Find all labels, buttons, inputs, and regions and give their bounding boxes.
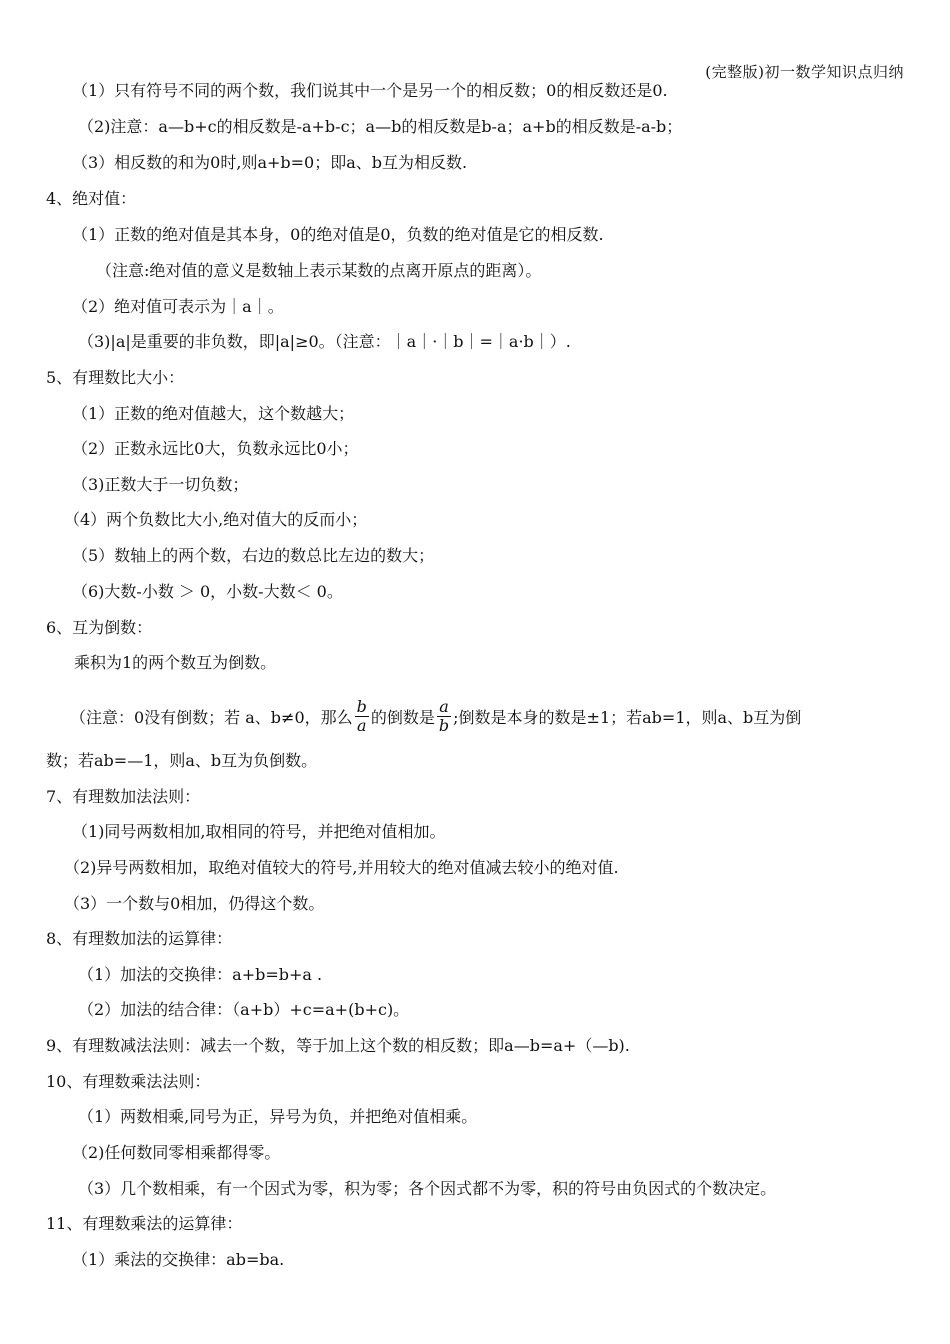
section-heading: 10、有理数乘法法则：	[46, 1072, 211, 1091]
text-line: （1）两数相乘,同号为正，异号为负，并把绝对值相乘。	[78, 1107, 478, 1126]
text-line: （2)注意：a—b+c的相反数是-a+b-c；a—b的相反数是b-a；a+b的相反数是-a-b；	[78, 117, 683, 136]
text-line: （2)任何数同零相乘都得零。	[72, 1143, 281, 1162]
text-line: （4）两个负数比大小,绝对值大的反而小；	[64, 510, 368, 529]
note-text: ;倒数是本身的数是±1；若ab=1，则a、b互为倒	[453, 708, 802, 727]
text-line: （1）正数的绝对值是其本身，0的绝对值是0，负数的绝对值是它的相反数.	[72, 225, 604, 244]
note-text: （注意：0没有倒数；若 a、b≠0，那么	[70, 708, 353, 727]
text-line: （注意:绝对值的意义是数轴上表示某数的点离开原点的距离）。	[96, 261, 542, 280]
text-line: （1）乘法的交换律：ab=ba.	[72, 1250, 285, 1269]
section-heading: 8、有理数加法的运算律：	[46, 929, 233, 948]
section-heading: 4、绝对值：	[46, 189, 137, 208]
text-line: 数；若ab=—1，则a、b互为负倒数。	[46, 751, 318, 770]
text-line: （1）正数的绝对值越大，这个数越大；	[72, 404, 355, 423]
text-line: （2）绝对值可表示为｜a｜。	[72, 297, 284, 316]
text-line: （6)大数-小数 ＞ 0，小数-大数＜ 0。	[72, 582, 343, 601]
fraction-denominator: b	[438, 716, 450, 735]
text-line: （2）正数永远比0大，负数永远比0小；	[72, 439, 359, 458]
reciprocal-note	[70, 697, 802, 737]
text-line: （2）加法的结合律：（a+b）+c=a+(b+c)。	[78, 1000, 410, 1019]
text-line: （5）数轴上的两个数，右边的数总比左边的数大；	[72, 546, 435, 565]
section-heading: 5、有理数比大小：	[46, 368, 185, 387]
text-line: （3）几个数相乘，有一个因式为零，积为零；各个因式都不为零，积的符号由负因式的个数决定。	[78, 1179, 777, 1198]
text-line: （1）只有符号不同的两个数，我们说其中一个是另一个的相反数；0的相反数还是0.	[72, 81, 668, 100]
fraction-a-over-b	[437, 698, 451, 735]
page-header: (完整版)初一数学知识点归纳	[705, 63, 904, 81]
text-line: （3)正数大于一切负数；	[72, 475, 249, 494]
text-line: （1)同号两数相加,取相同的符号，并把绝对值相加。	[72, 822, 446, 841]
section-heading: 7、有理数加法法则：	[46, 787, 201, 806]
fraction-numerator: b	[356, 697, 367, 716]
fraction-numerator: a	[439, 697, 449, 716]
text-line: （3）一个数与0相加，仍得这个数。	[64, 894, 325, 913]
fraction-denominator: a	[356, 716, 367, 735]
text-line: 乘积为1的两个数互为倒数。	[74, 653, 277, 672]
text-line: （1）加法的交换律：a+b=b+a .	[78, 965, 323, 984]
note-text: 的倒数是	[370, 708, 435, 727]
section-heading: 6、互为倒数：	[46, 618, 153, 637]
text-line: （2)异号两数相加，取绝对值较大的符号,并用较大的绝对值减去较小的绝对值.	[64, 858, 619, 877]
text-line: （3）相反数的和为0时,则a+b=0；即a、b互为相反数.	[72, 153, 468, 172]
text-line: （3)|a|是重要的非负数，即|a|≥0。（注意：｜a｜·｜b｜=｜a·b｜）.	[78, 332, 571, 351]
fraction-b-over-a	[355, 698, 369, 735]
section-heading: 11、有理数乘法的运算律：	[46, 1214, 243, 1233]
section-heading: 9、有理数减法法则：减去一个数，等于加上这个数的相反数；即a—b=a+（—b).	[46, 1036, 630, 1055]
